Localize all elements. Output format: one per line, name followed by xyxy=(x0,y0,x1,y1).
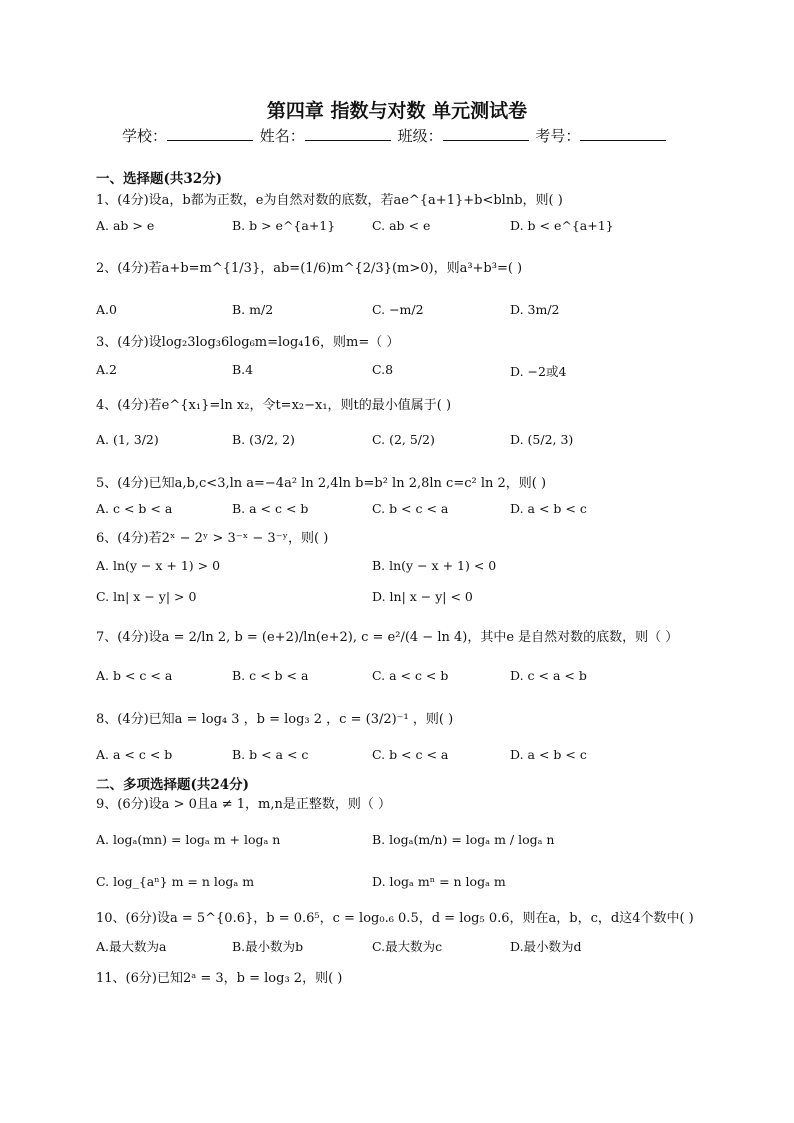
question-stem: 9、(6分)设a > 0且a ≠ 1，m,n是正整数，则（ ） xyxy=(96,797,392,812)
option-b[interactable]: B. c < b < a xyxy=(232,668,309,683)
class-label: 班级： xyxy=(397,127,443,145)
page-title: 第四章 指数与对数 单元测试卷 xyxy=(266,100,528,122)
option-d[interactable]: D. 3m/2 xyxy=(510,302,560,317)
number-label: 考号： xyxy=(535,127,581,145)
number-blank[interactable] xyxy=(580,126,666,141)
school-blank[interactable] xyxy=(167,126,253,141)
option-a[interactable]: A.最大数为a xyxy=(96,939,167,954)
option-c[interactable]: C. b < c < a xyxy=(372,747,449,762)
question-stem: 4、(4分)若e^{x₁}=ln x₂，令t=x₂−x₁，则t的最小值属于( ) xyxy=(96,398,452,413)
question-stem: 8、(4分)已知a = log₄ 3 ，b = log₃ 2 ，c = (3/2)⁻¹ ，则( ) xyxy=(96,712,454,727)
option-d[interactable]: D. ln| x − y| < 0 xyxy=(372,589,473,604)
option-a[interactable]: A. ab > e xyxy=(96,218,155,233)
option-a[interactable]: A. ln(y − x + 1) > 0 xyxy=(96,558,221,573)
option-c[interactable]: C.8 xyxy=(372,362,394,377)
option-c[interactable]: C. ab < e xyxy=(372,218,431,233)
question-stem: 6、(4分)若2ˣ − 2ʸ > 3⁻ˣ − 3⁻ʸ，则( ) xyxy=(96,531,329,546)
option-b[interactable]: B. m/2 xyxy=(232,302,274,317)
option-d[interactable]: D. c < a < b xyxy=(510,668,587,683)
option-d[interactable]: D. a < b < c xyxy=(510,747,587,762)
option-d[interactable]: D. −2或4 xyxy=(510,364,567,379)
question-stem: 5、(4分)已知a,b,c<3,ln a=−4a² ln 2,4ln b=b² ln 2,8ln c=c² ln 2，则( ) xyxy=(96,476,547,491)
name-blank[interactable] xyxy=(305,126,391,141)
option-a[interactable]: A. b < c < a xyxy=(96,668,173,683)
option-b[interactable]: B. (3/2, 2) xyxy=(232,432,295,447)
option-c[interactable]: C. (2, 5/2) xyxy=(372,432,435,447)
option-c[interactable]: C.最大数为c xyxy=(372,939,443,954)
option-c[interactable]: C. a < c < b xyxy=(372,668,449,683)
option-b[interactable]: B.最小数为b xyxy=(232,939,304,954)
option-b[interactable]: B. logₐ(m/n) = logₐ m / logₐ n xyxy=(372,832,555,847)
option-a[interactable]: A.0 xyxy=(96,302,117,317)
option-d[interactable]: D. logₐ mⁿ = n logₐ m xyxy=(372,874,506,889)
option-c[interactable]: C. log_{aⁿ} m = n logₐ m xyxy=(96,874,255,889)
question-stem: 11、(6分)已知2ᵃ = 3，b = log₃ 2，则( ) xyxy=(96,971,343,986)
option-c[interactable]: C. −m/2 xyxy=(372,302,424,317)
option-a[interactable]: A.2 xyxy=(96,362,117,377)
option-b[interactable]: B. a < c < b xyxy=(232,501,309,516)
option-b[interactable]: B. b < a < c xyxy=(232,747,309,762)
option-d[interactable]: D. b < e^{a+1} xyxy=(510,218,614,233)
student-info-line xyxy=(122,125,668,146)
option-c[interactable]: C. b < c < a xyxy=(372,501,449,516)
question-stem: 3、(4分)设log₂3log₃6log₆m=log₄16，则m=（ ） xyxy=(96,335,400,350)
question-stem: 2、(4分)若a+b=m^{1/3}，ab=(1/6)m^{2/3}(m>0)，则a³+b³=( ) xyxy=(96,261,523,276)
option-d[interactable]: D. a < b < c xyxy=(510,501,587,516)
option-a[interactable]: A. logₐ(mn) = logₐ m + logₐ n xyxy=(96,832,281,847)
option-b[interactable]: B.4 xyxy=(232,362,254,377)
option-d[interactable]: D.最小数为d xyxy=(510,939,582,954)
question-stem: 7、(4分)设a = 2/ln 2, b = (e+2)/ln(e+2), c = e²/(4 − ln 4)，其中e 是自然对数的底数，则（ ） xyxy=(96,630,679,645)
question-stem: 1、(4分)设a，b都为正数，e为自然对数的底数，若ae^{a+1}+b<blnb，则( ) xyxy=(96,193,563,208)
section-heading-multi: 二、多项选择题(共24分) xyxy=(96,777,250,793)
option-a[interactable]: A. (1, 3/2) xyxy=(96,432,159,447)
option-a[interactable]: A. a < c < b xyxy=(96,747,173,762)
school-label: 学校： xyxy=(122,127,168,145)
option-c[interactable]: C. ln| x − y| > 0 xyxy=(96,589,197,604)
section-heading-choice: 一、选择题(共32分) xyxy=(96,171,223,187)
option-b[interactable]: B. ln(y − x + 1) < 0 xyxy=(372,558,497,573)
option-b[interactable]: B. b > e^{a+1} xyxy=(232,218,336,233)
option-d[interactable]: D. (5/2, 3) xyxy=(510,432,574,447)
question-stem: 10、(6分)设a = 5^{0.6}，b = 0.6⁵，c = log₀.₆ 0.5，d = log₅ 0.6，则在a，b，c，d这4个数中( ) xyxy=(96,911,694,926)
name-label: 姓名： xyxy=(259,127,305,145)
class-blank[interactable] xyxy=(443,126,529,141)
option-a[interactable]: A. c < b < a xyxy=(96,501,173,516)
